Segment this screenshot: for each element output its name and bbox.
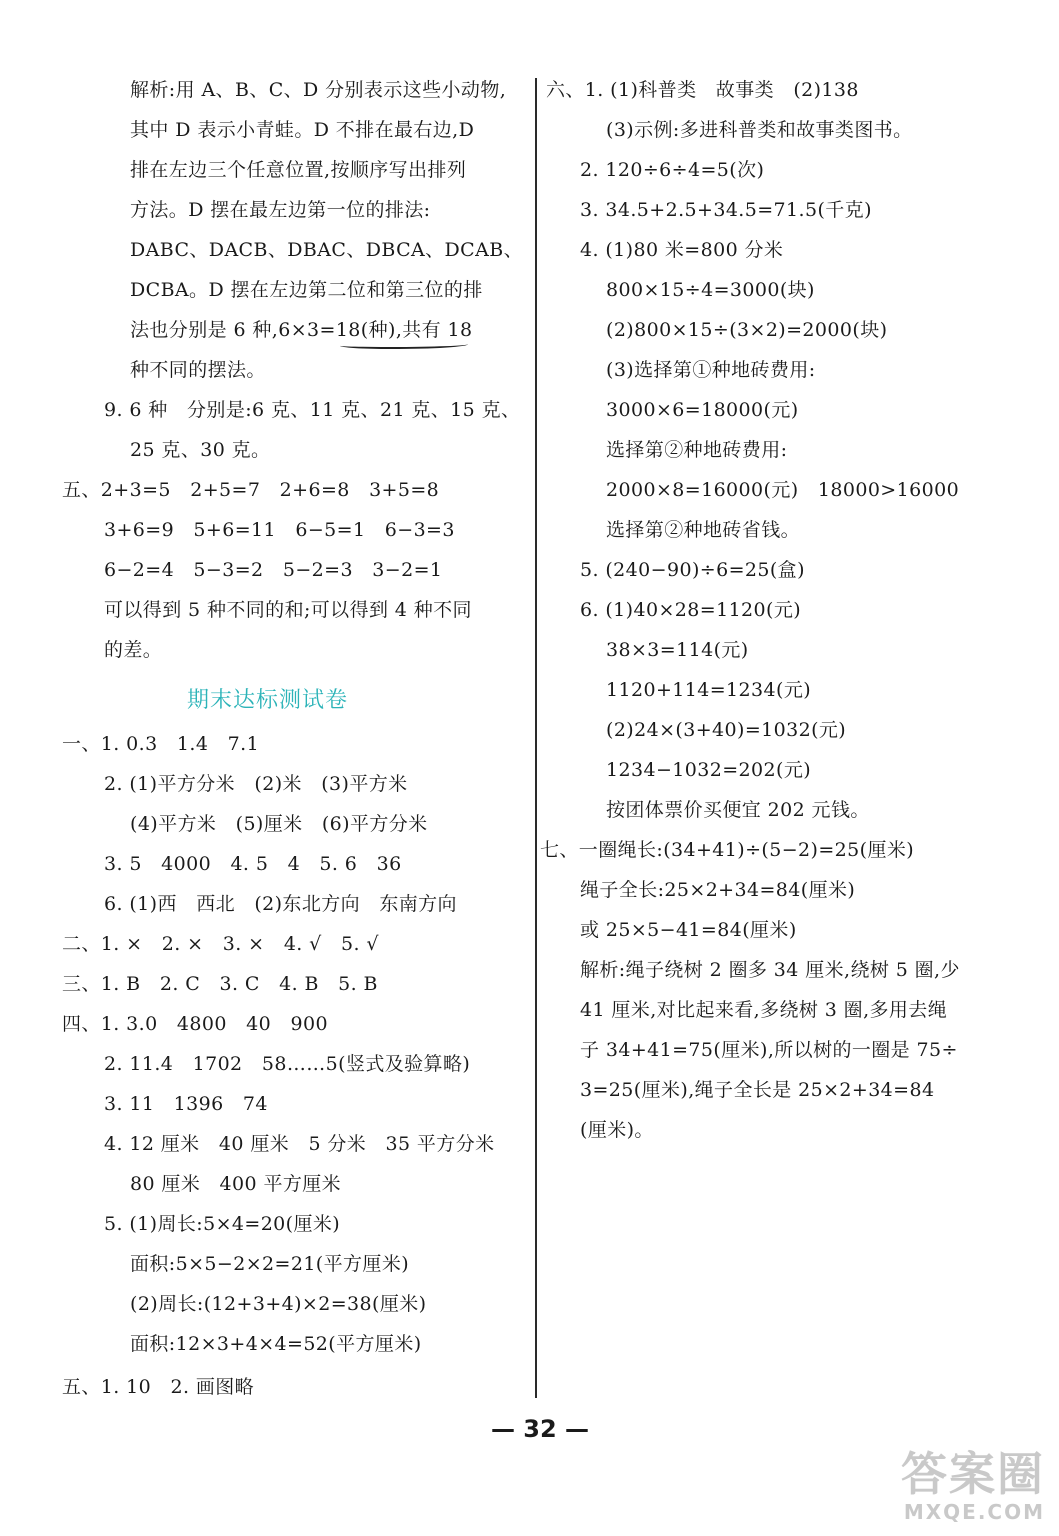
text-line: 6. (1)西 西北 (2)东北方向 东南方向 [104,893,457,915]
text-line: 2. (1)平方分米 (2)米 (3)平方米 [104,773,408,795]
text-line: 4. 12 厘米 40 厘米 5 分米 35 平方分米 [104,1133,495,1155]
text-line: (3)选择第①种地砖费用: [606,359,816,381]
text-line: 1234−1032=202(元) [606,759,812,781]
text-line: 选择第②种地砖费用: [606,439,788,461]
text-line: 1120+114=1234(元) [606,679,812,701]
text-line: (3)示例:多进科普类和故事类图书。 [606,119,913,141]
handwritten-underline [340,341,468,349]
text-line: 3=25(厘米),绳子全长是 25×2+34=84 [580,1079,935,1101]
text-line: 可以得到 5 种不同的和;可以得到 4 种不同 [104,599,472,621]
text-line: 2000×8=16000(元) 18000>16000 [606,479,960,501]
text-line: 的差。 [104,639,163,661]
column-divider [535,78,537,1398]
watermark-url: MXQE.COM [903,1500,1045,1524]
text-line: 面积:12×3+4×4=52(平方厘米) [130,1333,422,1355]
watermark-logo [845,1448,1045,1528]
text-line: 25 克、30 克。 [130,439,271,461]
text-line: 五、2+3=5 2+5=7 2+6=8 3+5=8 [62,479,440,501]
text-line: 38×3=114(元) [606,639,749,661]
text-line: 解析:用 A、B、C、D 分别表示这些小动物, [130,79,507,101]
text-line: 面积:5×5−2×2=21(平方厘米) [130,1253,410,1275]
text-line: 六、1. (1)科普类 故事类 (2)138 [546,79,859,101]
text-line: 3. 34.5+2.5+34.5=71.5(千克) [580,199,872,221]
text-line: (2)周长:(12+3+4)×2=38(厘米) [130,1293,427,1315]
text-line: 其中 D 表示小青蛙。D 不排在最右边,D [130,119,475,141]
text-line: 3. 11 1396 74 [104,1093,268,1115]
text-line: 5. (1)周长:5×4=20(厘米) [104,1213,341,1235]
text-line: 41 厘米,对比起来看,多绕树 3 圈,多用去绳 [580,999,948,1021]
text-line: 2. 120÷6÷4=5(次) [580,159,765,181]
watermark-logo-text: 答案圈 [901,1447,1045,1501]
text-line: 9. 6 种 分别是:6 克、11 克、21 克、15 克、 [104,399,521,421]
text-line: 选择第②种地砖省钱。 [606,519,801,541]
text-line: 绳子全长:25×2+34=84(厘米) [580,879,856,901]
text-line: 法也分别是 6 种,6×3=18(种),共有 18 [130,319,473,341]
text-line: 方法。D 摆在最左边第一位的排法: [130,199,431,221]
text-line: 排在左边三个任意位置,按顺序写出排列 [130,159,467,181]
text-line: (厘米)。 [580,1119,654,1141]
section-title: 期末达标测试卷 [186,688,348,713]
text-line: 4. (1)80 米=800 分米 [580,239,784,261]
text-line: 80 厘米 400 平方厘米 [130,1173,342,1195]
text-line: 七、一圈绳长:(34+41)÷(5−2)=25(厘米) [540,839,915,861]
text-line: (4)平方米 (5)厘米 (6)平方分米 [130,813,428,835]
text-line: 5. (240−90)÷6=25(盒) [580,559,805,581]
text-line: 子 34+41=75(厘米),所以树的一圈是 75÷ [580,1039,958,1061]
text-line: 五、1. 10 2. 画图略 [62,1376,255,1398]
text-line: 2. 11.4 1702 58……5(竖式及验算略) [104,1053,471,1075]
text-line: 6−2=4 5−3=2 5−2=3 3−2=1 [104,559,443,581]
text-line: 一、1. 0.3 1.4 7.1 [62,733,260,755]
text-line: (2)24×(3+40)=1032(元) [606,719,847,741]
text-line: DCBA。D 摆在左边第二位和第三位的排 [130,279,483,301]
text-line: 800×15÷4=3000(块) [606,279,815,301]
text-line: 6. (1)40×28=1120(元) [580,599,802,621]
text-line: 3000×6=18000(元) [606,399,799,421]
text-line: 四、1. 3.0 4800 40 900 [62,1013,328,1035]
text-line: 二、1. × 2. × 3. × 4. √ 5. √ [62,933,379,955]
text-line: 按团体票价买便宜 202 元钱。 [606,799,870,821]
text-line: DABC、DACB、DBAC、DBCA、DCAB、 [130,239,523,261]
text-line: 3. 5 4000 4. 5 4 5. 6 36 [104,853,402,875]
page-number: — 32 — [490,1415,590,1443]
text-line: 或 25×5−41=84(厘米) [580,919,797,941]
text-line: 解析:绳子绕树 2 圈多 34 厘米,绕树 5 圈,少 [580,959,960,981]
text-line: 种不同的摆法。 [130,359,266,381]
text-line: 三、1. B 2. C 3. C 4. B 5. B [62,973,378,995]
text-line: 3+6=9 5+6=11 6−5=1 6−3=3 [104,519,455,541]
text-line: (2)800×15÷(3×2)=2000(块) [606,319,888,341]
